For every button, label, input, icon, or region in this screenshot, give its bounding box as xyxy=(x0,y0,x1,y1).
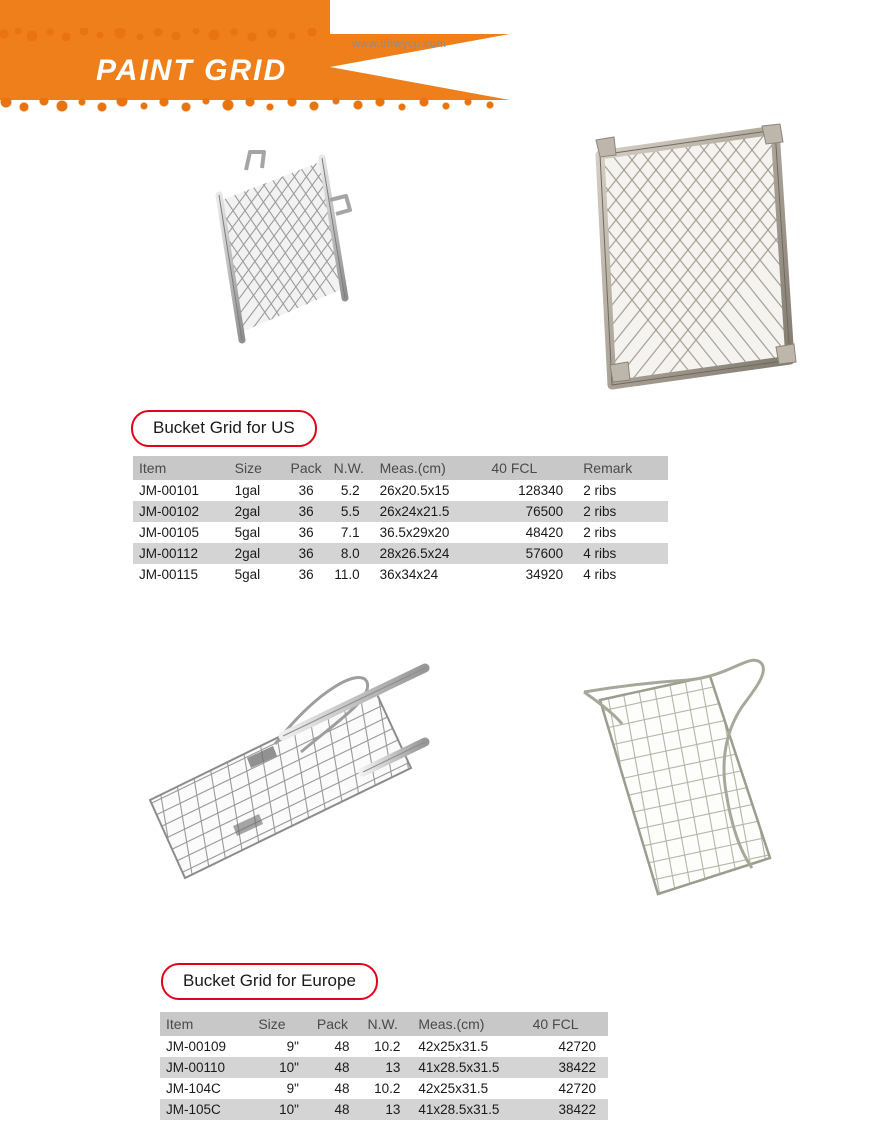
cell-item: JM-105C xyxy=(160,1099,252,1120)
table-row xyxy=(133,480,668,501)
cell-40fcl: 38422 xyxy=(527,1057,608,1078)
cell-meas: 42x25x31.5 xyxy=(418,1081,489,1096)
table-row xyxy=(133,522,668,543)
cell-size: 9" xyxy=(286,1081,299,1096)
column-header-meas: Meas.(cm) xyxy=(374,456,486,480)
table-row xyxy=(160,1099,608,1120)
column-header-meas: Meas.(cm) xyxy=(412,1012,526,1036)
cell-remark: 4 ribs xyxy=(577,543,668,564)
paint-grid-europe-left-photo xyxy=(125,640,435,940)
cell-size: 2gal xyxy=(229,543,285,564)
cell-pack: 48 xyxy=(311,1057,362,1078)
cell-40fcl: 128340 xyxy=(518,483,564,498)
page-title: PAINT GRID xyxy=(96,54,288,87)
column-header-nw: N.W. xyxy=(362,1012,413,1036)
column-header-item: Item xyxy=(160,1012,252,1036)
table-row xyxy=(160,1036,608,1057)
cell-pack: 48 xyxy=(334,1039,350,1054)
cell-40fcl: 42720 xyxy=(558,1039,596,1054)
cell-pack: 36 xyxy=(298,567,314,582)
cell-item: JM-00115 xyxy=(139,567,199,582)
paint-grid-us-large-photo xyxy=(540,110,820,410)
paint-grid-europe-right-photo xyxy=(560,640,810,950)
cell-meas: 41x28.5x31.5 xyxy=(412,1099,526,1120)
column-header-40fcl: 40 FCL xyxy=(527,1012,608,1036)
cell-size: 10" xyxy=(252,1099,311,1120)
cell-pack: 36 xyxy=(298,483,314,498)
cell-meas: 41x28.5x31.5 xyxy=(412,1057,526,1078)
cell-size: 5gal xyxy=(234,525,261,540)
cell-item: JM-00101 xyxy=(139,483,200,498)
cell-item: JM-00109 xyxy=(166,1039,227,1054)
cell-meas: 36x34x24 xyxy=(379,567,439,582)
section-label-bucket-grid-us: Bucket Grid for US xyxy=(131,410,317,447)
paint-splatter-top-decoration xyxy=(0,28,330,42)
cell-size: 1gal xyxy=(234,483,261,498)
table-header-row xyxy=(133,456,668,480)
cell-item: JM-00110 xyxy=(160,1057,252,1078)
cell-nw: 11.0 xyxy=(334,567,360,582)
website-url: www.bhwycp.com xyxy=(352,38,447,50)
cell-item: JM-104C xyxy=(166,1081,221,1096)
cell-nw: 5.5 xyxy=(328,501,374,522)
cell-40fcl: 76500 xyxy=(485,501,577,522)
cell-meas: 28x26.5x24 xyxy=(374,543,486,564)
column-header-size: Size xyxy=(252,1012,311,1036)
cell-40fcl: 57600 xyxy=(485,543,577,564)
table-row xyxy=(133,543,668,564)
cell-remark: 4 ribs xyxy=(583,567,617,582)
cell-nw: 13 xyxy=(362,1057,413,1078)
cell-remark: 2 ribs xyxy=(577,501,668,522)
paint-splatter-bottom-decoration xyxy=(0,98,520,114)
cell-nw: 13 xyxy=(362,1099,413,1120)
cell-meas: 36.5x29x20 xyxy=(379,525,450,540)
cell-nw: 7.1 xyxy=(340,525,360,540)
cell-pack: 36 xyxy=(298,525,314,540)
cell-item: JM-00105 xyxy=(139,525,200,540)
cell-remark: 2 ribs xyxy=(583,483,617,498)
cell-remark: 2 ribs xyxy=(583,525,617,540)
section-label-bucket-grid-europe: Bucket Grid for Europe xyxy=(161,963,378,1000)
cell-pack: 36 xyxy=(285,543,328,564)
column-header-remark: Remark xyxy=(577,456,668,480)
cell-size: 9" xyxy=(286,1039,299,1054)
cell-pack: 48 xyxy=(334,1081,350,1096)
cell-40fcl: 34920 xyxy=(525,567,564,582)
cell-size: 10" xyxy=(252,1057,311,1078)
table-row xyxy=(133,501,668,522)
cell-item: JM-00102 xyxy=(133,501,229,522)
column-header-nw: N.W. xyxy=(328,456,374,480)
cell-nw: 10.2 xyxy=(374,1039,401,1054)
spec-table-bucket-grid-us xyxy=(133,456,668,585)
column-header-item: Item xyxy=(133,456,229,480)
cell-40fcl: 38422 xyxy=(527,1099,608,1120)
column-header-40fcl: 40 FCL xyxy=(485,456,577,480)
paint-grid-us-small-photo xyxy=(190,140,390,380)
cell-nw: 10.2 xyxy=(374,1081,401,1096)
table-header-row xyxy=(160,1012,608,1036)
cell-pack: 48 xyxy=(311,1099,362,1120)
cell-nw: 5.2 xyxy=(340,483,360,498)
cell-size: 5gal xyxy=(234,567,261,582)
spec-table-bucket-grid-europe xyxy=(160,1012,608,1120)
cell-pack: 36 xyxy=(285,501,328,522)
cell-meas: 26x24x21.5 xyxy=(374,501,486,522)
cell-40fcl: 42720 xyxy=(558,1081,596,1096)
cell-meas: 26x20.5x15 xyxy=(379,483,450,498)
table-row xyxy=(133,564,668,585)
page-header xyxy=(0,0,884,112)
cell-nw: 8.0 xyxy=(328,543,374,564)
table-row xyxy=(160,1078,608,1099)
column-header-size: Size xyxy=(229,456,285,480)
cell-size: 2gal xyxy=(229,501,285,522)
cell-40fcl: 48420 xyxy=(525,525,564,540)
column-header-pack: Pack xyxy=(311,1012,362,1036)
table-row xyxy=(160,1057,608,1078)
cell-meas: 42x25x31.5 xyxy=(418,1039,489,1054)
cell-item: JM-00112 xyxy=(133,543,229,564)
column-header-pack: Pack xyxy=(285,456,328,480)
